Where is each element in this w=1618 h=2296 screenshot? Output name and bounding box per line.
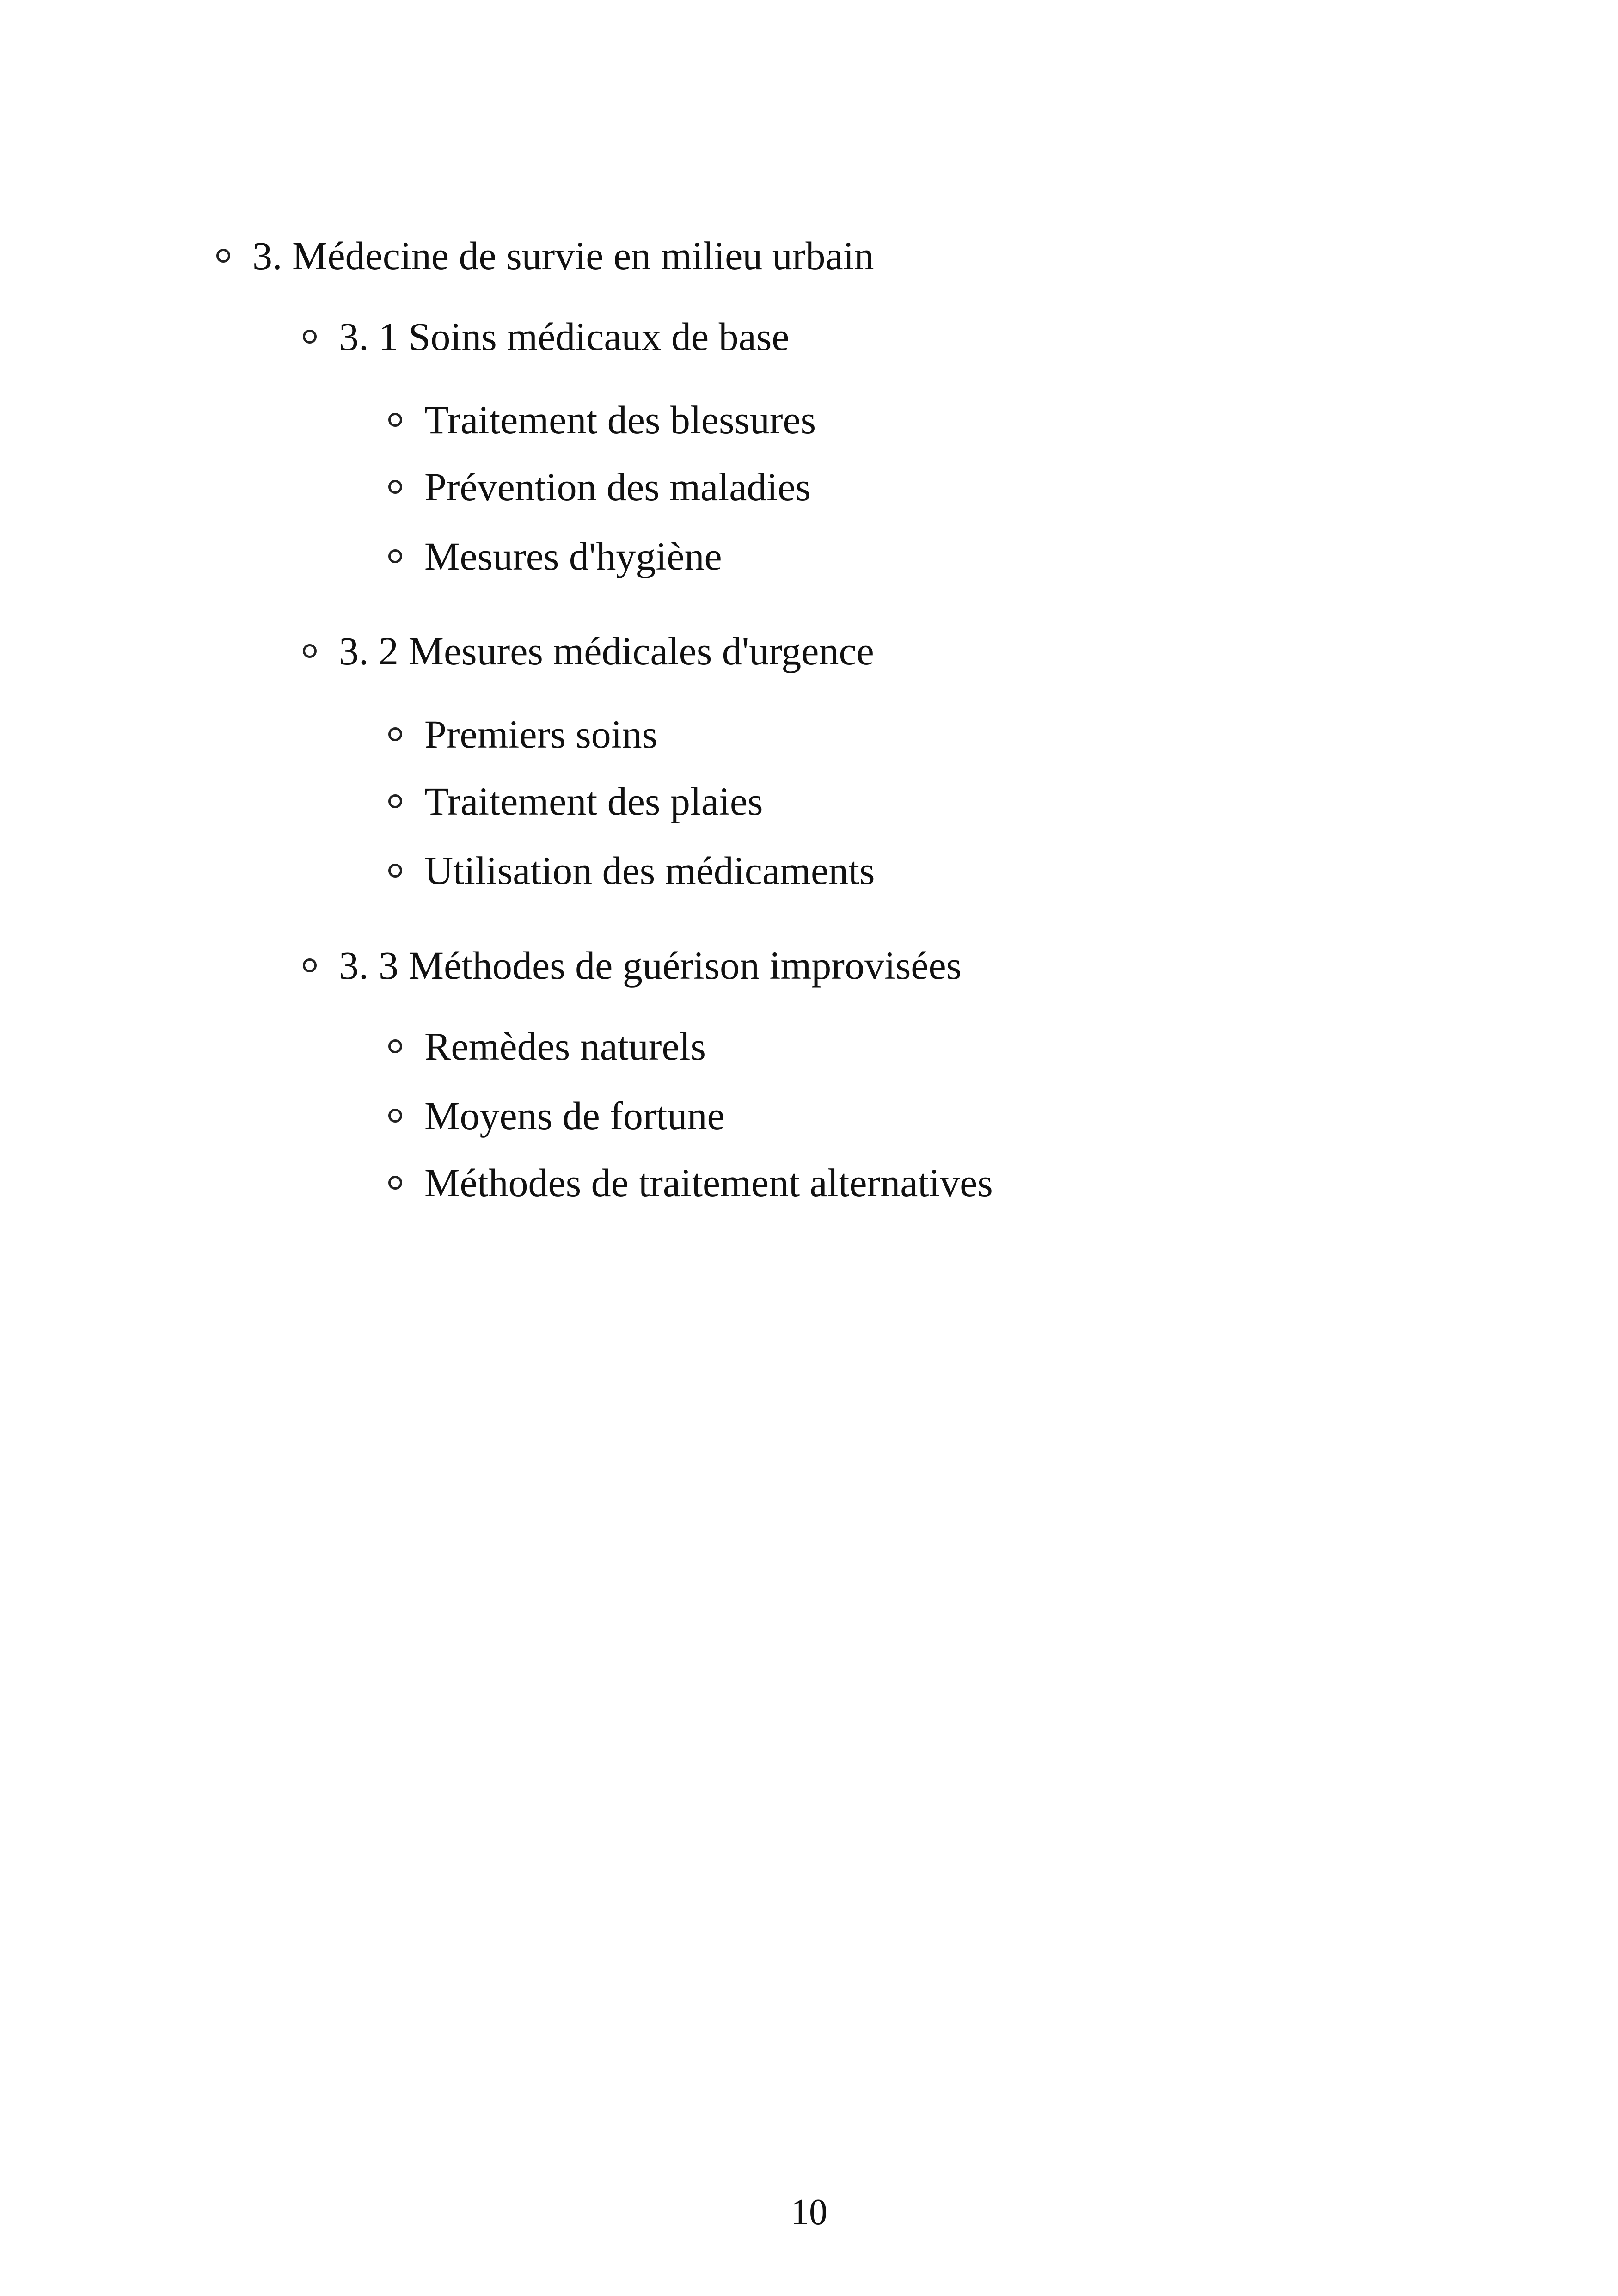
outline-item <box>388 1021 706 1072</box>
circle-bullet-icon <box>388 864 402 878</box>
outline-section <box>216 230 874 281</box>
page-number: 10 <box>791 2192 827 2233</box>
outline-item-label: Méthodes de traitement alternatives <box>424 1160 993 1205</box>
outline-subsection-title: 3. 2 Mesures médicales d'urgence <box>339 629 874 673</box>
circle-bullet-icon <box>388 413 402 427</box>
outline-subsection-title: 3. 1 Soins médicaux de base <box>339 314 790 359</box>
circle-bullet-icon <box>388 1039 402 1053</box>
circle-bullet-icon <box>303 330 317 344</box>
outline-item-label: Moyens de fortune <box>424 1093 725 1138</box>
outline-item-label: Mesures d'hygiène <box>424 534 722 578</box>
circle-bullet-icon <box>303 644 317 658</box>
outline-subsection <box>303 940 962 991</box>
circle-bullet-icon <box>388 1109 402 1123</box>
outline-item <box>388 1090 725 1141</box>
outline-item <box>388 394 816 445</box>
circle-bullet-icon <box>388 727 402 741</box>
outline-subsection-title: 3. 3 Méthodes de guérison improvisées <box>339 943 962 988</box>
outline-item <box>388 531 722 582</box>
circle-bullet-icon <box>303 958 317 972</box>
outline-item <box>388 776 763 827</box>
outline-item <box>388 1157 993 1208</box>
outline-item-label: Prévention des maladies <box>424 465 811 509</box>
outline-item-label: Remèdes naturels <box>424 1024 706 1068</box>
outline-item <box>388 709 657 760</box>
outline-item-label: Premiers soins <box>424 712 658 756</box>
circle-bullet-icon <box>216 249 230 263</box>
circle-bullet-icon <box>388 549 402 563</box>
outline-item-label: Utilisation des médicaments <box>424 848 875 893</box>
outline-subsection <box>303 311 789 362</box>
outline-section-title: 3. Médecine de survie en milieu urbain <box>252 233 874 278</box>
circle-bullet-icon <box>388 1176 402 1190</box>
circle-bullet-icon <box>388 480 402 494</box>
outline-item <box>388 845 875 896</box>
outline-item-label: Traitement des blessures <box>424 398 816 442</box>
outline-item-label: Traitement des plaies <box>424 779 763 823</box>
outline-item <box>388 461 811 512</box>
circle-bullet-icon <box>388 794 402 808</box>
outline-subsection <box>303 626 874 676</box>
